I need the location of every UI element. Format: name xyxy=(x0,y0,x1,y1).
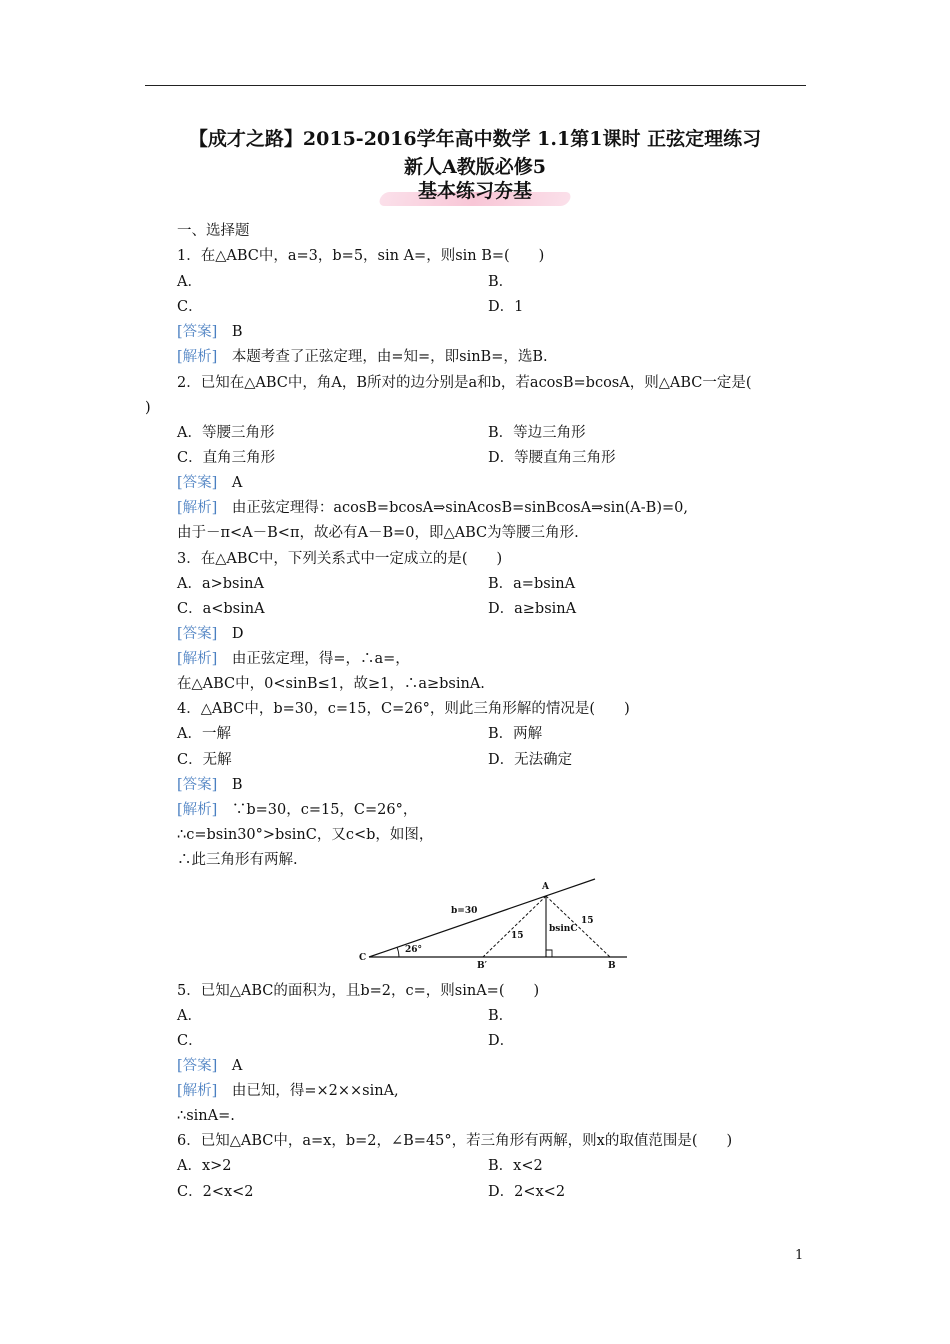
q2-option-b: B．等边三角形 xyxy=(488,425,586,441)
q2-stem-cont: ) xyxy=(145,400,151,416)
q6-option-d: D．2<x<2 xyxy=(488,1184,566,1200)
q4-option-a: A．一解 xyxy=(177,726,231,742)
q2-analysis-2: 由于－π<A－B<π，故必有A－B=0，即△ABC为等腰三角形. xyxy=(177,525,579,541)
q1-stem: 1．在△ABC中，a=3，b=5，sin A=，则sin B=( ) xyxy=(177,248,545,264)
q4-option-c: C．无解 xyxy=(177,752,232,768)
q6-option-c: C．2<x<2 xyxy=(177,1184,254,1200)
q2-option-c: C．直角三角形 xyxy=(177,450,276,466)
q1-answer-value: B xyxy=(231,324,243,340)
q2-analysis xyxy=(177,499,688,517)
section-heading: 一、选择题 xyxy=(177,223,250,239)
q3-option-b: B．a=bsinA xyxy=(488,576,576,592)
q6-option-a: A．x>2 xyxy=(177,1158,232,1174)
right-angle-mark xyxy=(546,950,552,957)
analysis-tag: [解析] xyxy=(177,651,218,667)
q5-option-b: B． xyxy=(488,1008,514,1024)
q3-analysis-text: 由正弦定理，得=，∴a=， xyxy=(231,651,410,667)
analysis-tag: [解析] xyxy=(177,802,218,818)
q3-stem: 3．在△ABC中，下列关系式中一定成立的是( ) xyxy=(177,551,503,567)
vertex-b-prime: B′ xyxy=(477,961,487,971)
q1-analysis xyxy=(177,348,548,366)
label-angle: 26° xyxy=(405,945,423,955)
q2-stem: 2．已知在△ABC中，角A，B所对的边分别是a和b，若acosB=bcosA，则△ABC一定是( xyxy=(177,375,752,391)
label-c2: 15 xyxy=(581,916,594,926)
q4-analysis-text: ∵b=30，c=15，C=26°， xyxy=(231,802,418,818)
q3-analysis-2: 在△ABC中，0<sinB≤1，故≥1，∴a≥bsinA. xyxy=(177,676,485,692)
q5-analysis xyxy=(177,1082,399,1100)
vertex-b: B xyxy=(608,961,616,971)
q1-analysis-text: 本题考查了正弦定理，由=知=，即sinB=，选B. xyxy=(231,349,548,365)
q5-answer xyxy=(177,1057,242,1075)
vertex-c: C xyxy=(359,953,367,963)
analysis-tag: [解析] xyxy=(177,1083,218,1099)
document-title: 【成才之路】2015-2016学年高中数学 1.1第1课时 正弦定理练习 xyxy=(188,128,762,150)
label-height: bsinC xyxy=(549,924,578,934)
page-number: 1 xyxy=(795,1248,804,1263)
q5-option-c: C． xyxy=(177,1033,203,1049)
q4-analysis-2: ∴c=bsin30°>bsinC，又c<b，如图， xyxy=(177,827,434,843)
q5-answer-value: A xyxy=(231,1058,243,1074)
section-banner xyxy=(380,178,570,212)
q5-stem: 5．已知△ABC的面积为，且b=2，c=，则sinA=( ) xyxy=(177,983,540,999)
side-b-line xyxy=(369,879,595,957)
q4-option-d: D．无法确定 xyxy=(488,752,573,768)
answer-tag: [答案] xyxy=(177,626,218,642)
q5-option-a: A． xyxy=(177,1008,202,1024)
banner-text: 基本练习夯基 xyxy=(417,180,532,202)
q2-answer xyxy=(177,474,242,492)
label-c1: 15 xyxy=(511,931,524,941)
q4-answer-value: B xyxy=(231,777,243,793)
q1-option-d: D．1 xyxy=(488,299,524,315)
angle-arc xyxy=(397,947,399,957)
q3-analysis xyxy=(177,650,410,668)
q4-option-b: B．两解 xyxy=(488,726,543,742)
vertex-a: A xyxy=(542,882,549,892)
q4-stem: 4．△ABC中，b=30，c=15，C=26°，则此三角形解的情况是( ) xyxy=(177,701,630,717)
answer-tag: [答案] xyxy=(177,475,218,491)
q3-option-a: A．a>bsinA xyxy=(177,576,264,592)
q4-analysis-3: ∴此三角形有两解. xyxy=(177,852,298,868)
q3-answer xyxy=(177,625,243,643)
q1-option-c: C． xyxy=(177,299,203,315)
label-b: b=30 xyxy=(451,906,478,916)
q2-analysis-text: 由正弦定理得：acosB=bcosA⇒sinAcosB=sinBcosA⇒sin(A-B)=0, xyxy=(231,500,688,516)
q2-option-d: D．等腰直角三角形 xyxy=(488,450,616,466)
triangle-figure xyxy=(355,873,635,973)
analysis-tag: [解析] xyxy=(177,500,218,516)
q4-answer xyxy=(177,776,242,794)
q2-option-a: A．等腰三角形 xyxy=(177,425,275,441)
q5-analysis-2: ∴sinA=. xyxy=(177,1108,235,1124)
q3-option-d: D．a≥bsinA xyxy=(488,601,577,617)
document-subtitle: 新人A教版必修5 xyxy=(404,156,546,178)
q1-answer xyxy=(177,323,242,341)
q1-option-b: B． xyxy=(488,274,514,290)
answer-tag: [答案] xyxy=(177,324,218,340)
analysis-tag: [解析] xyxy=(177,349,218,365)
q5-analysis-text: 由已知，得=×2××sinA, xyxy=(231,1083,399,1099)
answer-tag: [答案] xyxy=(177,1058,218,1074)
answer-tag: [答案] xyxy=(177,777,218,793)
q5-option-d: D． xyxy=(488,1033,515,1049)
q6-stem: 6．已知△ABC中，a=x，b=2，∠B=45°，若三角形有两解，则x的取值范围是( ) xyxy=(177,1133,733,1149)
side-c1-line xyxy=(483,896,546,957)
q2-answer-value: A xyxy=(231,475,243,491)
q1-option-a: A． xyxy=(177,274,202,290)
q3-option-c: C．a<bsinA xyxy=(177,601,265,617)
q3-answer-value: D xyxy=(231,626,244,642)
header-rule xyxy=(145,85,806,86)
q4-analysis xyxy=(177,801,417,819)
q6-option-b: B．x<2 xyxy=(488,1158,543,1174)
